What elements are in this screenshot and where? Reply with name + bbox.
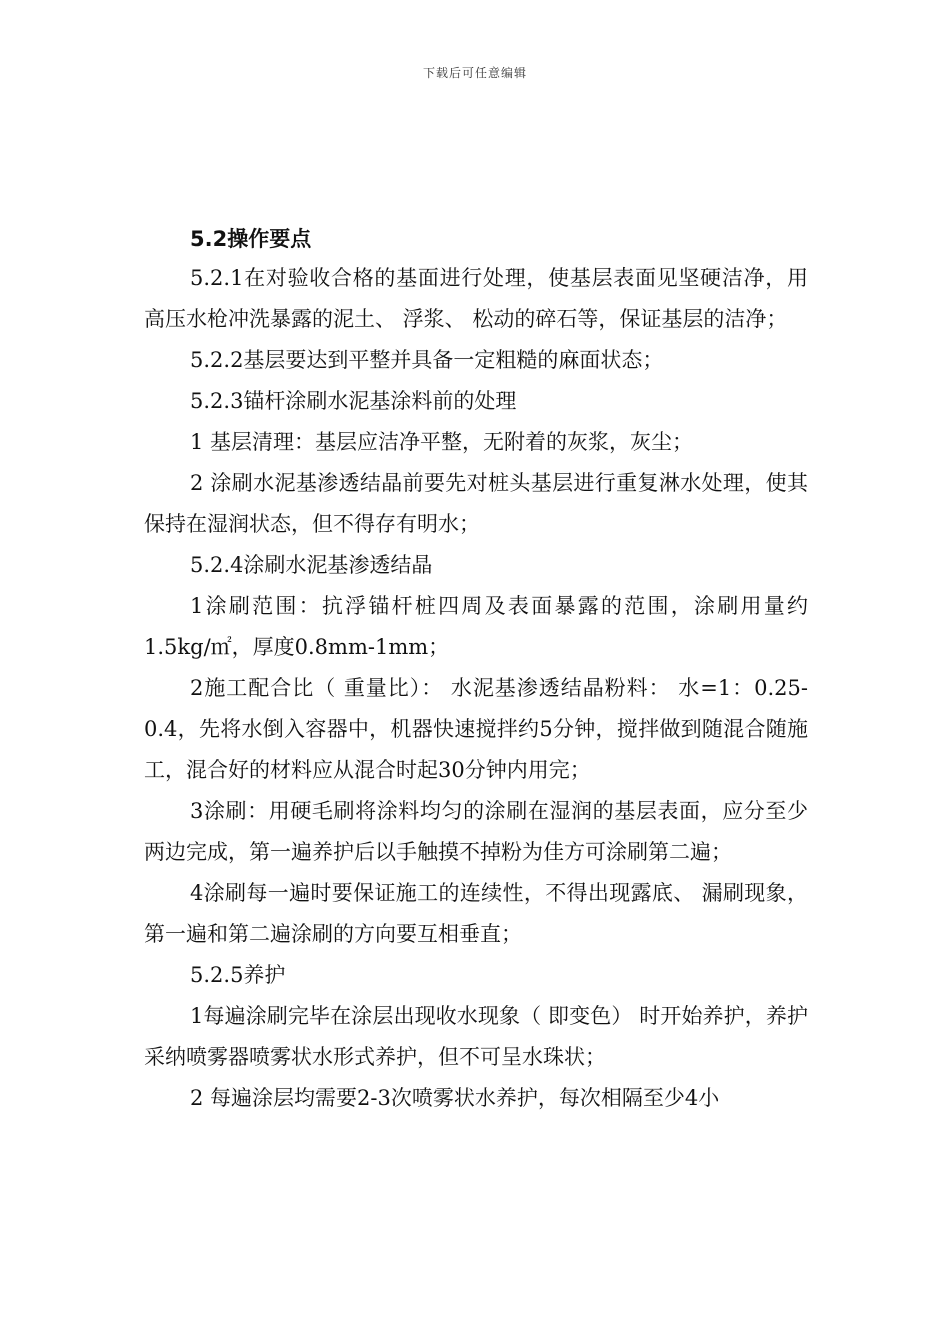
section-heading: 5.2操作要点 — [190, 227, 312, 251]
paragraph-5-2-4-item-2: 2施工配合比（ 重量比）： 水泥基渗透结晶粉料： 水=1：0.25-0.4，先将水倒入容器中，机器快速搅拌约5分钟，搅拌做到随混合随施工，混合好的材料应从混合时起30分钟内用完； — [144, 676, 808, 782]
page-header-note: 下载后可任意编辑 — [422, 66, 527, 80]
paragraph-5-2-5-item-1: 1每遍涂刷完毕在涂层出现收水现象（ 即变色） 时开始养护，养护采纳喷雾器喷雾状水形式养护，但不可呈水珠状； — [144, 1004, 808, 1069]
paragraph-5-2-4-item-1: 1涂刷范围：抗浮锚杆桩四周及表面暴露的范围，涂刷用量约1.5kg/㎡，厚度0.8mm-1mm； — [144, 594, 808, 659]
paragraph-5-2-5-title: 5.2.5养护 — [190, 963, 286, 987]
paragraph-5-2-3-item-2: 2 涂刷水泥基渗透结晶前要先对桩头基层进行重复淋水处理，使其保持在湿润状态，但不得存有明水； — [144, 471, 808, 536]
paragraph-5-2-3-item-1: 1 基层清理：基层应洁净平整，无附着的灰浆，灰尘； — [190, 430, 694, 454]
document-body — [144, 220, 808, 1119]
paragraph-5-2-1: 5.2.1在对验收合格的基面进行处理，使基层表面见坚硬洁净，用高压水枪冲洗暴露的泥土、 浮浆、 松动的碎石等，保证基层的洁净； — [144, 266, 808, 331]
paragraph-5-2-4-title: 5.2.4涂刷水泥基渗透结晶 — [190, 553, 433, 577]
paragraph-5-2-4-item-4: 4涂刷每一遍时要保证施工的连续性，不得出现露底、 漏刷现象，第一遍和第二遍涂刷的方向要互相垂直； — [144, 881, 808, 946]
paragraph-5-2-2: 5.2.2基层要达到平整并具备一定粗糙的麻面状态； — [190, 348, 664, 372]
paragraph-5-2-5-item-2: 2 每遍涂层均需要2-3次喷雾状水养护，每次相隔至少4小 — [190, 1086, 720, 1110]
paragraph-5-2-3-title: 5.2.3锚杆涂刷水泥基涂料前的处理 — [190, 389, 517, 413]
paragraph-5-2-4-item-3: 3涂刷：用硬毛刷将涂料均匀的涂刷在湿润的基层表面，应分至少两边完成，第一遍养护后以手触摸不掉粉为佳方可涂刷第二遍； — [144, 799, 808, 864]
